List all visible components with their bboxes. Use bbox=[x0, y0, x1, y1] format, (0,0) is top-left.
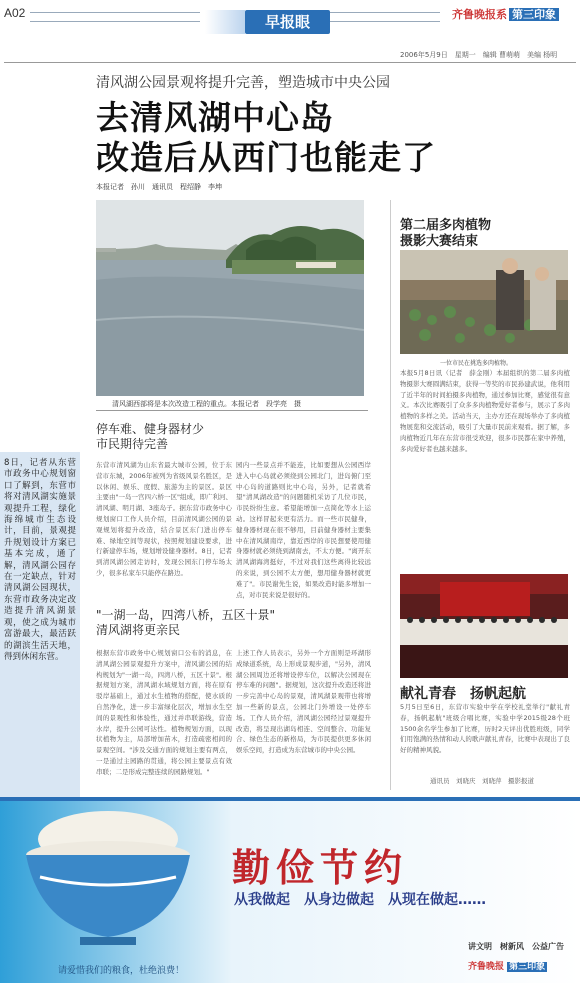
story2-byline: 通讯员 刘晓庆 刘晓萍 摄影报道 bbox=[430, 777, 534, 785]
section1-title-line-1: 停车难、健身器材少 bbox=[96, 422, 205, 436]
story2-title: 献礼青春 扬帆起航 bbox=[400, 686, 526, 702]
section1-title-line-2: 市民期待完善 bbox=[96, 437, 169, 451]
divider bbox=[96, 410, 368, 411]
section2-title-line-2: 清风湖将更亲民 bbox=[96, 623, 181, 637]
brand-logo: 齐鲁晚报系 第三印象 bbox=[452, 6, 559, 22]
section-tab-fade bbox=[205, 10, 245, 34]
header-rule-left bbox=[30, 12, 200, 22]
ad-title: 勤俭节约 bbox=[232, 845, 409, 890]
section1-body: 东营市清风湖为山东省最大城市公园，位于东营市东城，2006年被列为省级风景名胜区，是以休闲、娱乐、度假、旅游为主的景区。景区主要由"一岛一宫四六桥一区"组成，即广利河、清风湖、明月湖、3座岛子。据东营市政务中心规划窗口工作人员介绍，目前清风湖公园的景观规划将提升改造，结合景区东门进出停车难、绿地空间等现状，按照规划建设要求，进行新建停车场，规划增设健身器材。8日，记者到清风湖公园走访时，发现公园东门停车场太少，很多私家车只能停在路边。 bbox=[96, 461, 232, 577]
ad-caption: 请爱惜我们的粮食，杜绝浪费！ bbox=[58, 966, 185, 976]
headline-line-2: 改造后从西门也能走了 bbox=[96, 138, 436, 177]
section2-body-2: 上述工作人员表示，另外一个方面则是环湖形成绿道系统，岛上形成景观步道，"另外，清风湖公园周边还将增设停车位，以解决公园现在停车难的问题"。据规划，这次提升改造还将进一步完善中心岛的景观，清风湖景观带也将增加一些新的景点，公园北门外增设一处停车场。工作人员介绍，清风湖公园经过景观提升改造，将呈现出湖岛相连、空间整合、功能复合、绿色生态的新格局，为市民提供更多休闲娱乐空间，打造成为东营城市的中央公园。 bbox=[236, 649, 371, 755]
story2-body: 5月5日至6日，东营市实验中学在学校礼堂举行"献礼青春，扬帆起航"班级合唱比赛，实验中学2015级28个班1500余名学生参加了比赛，历时2天评出优胜班级，同学们用饱满的热情和动人的歌声献礼青春，比赛中表现出了良好的精神风貌。 bbox=[400, 703, 570, 755]
byline: 本报记者 孙川 通讯员 程绍静 李坤 bbox=[96, 183, 222, 191]
story1-body: 本报5月8日讯（记者 薛金刚）本届组织的第二届多肉植物摄影大赛圆满结束，获得一等奖的市民孙建武说，他利用了近半年的时间拍摄多肉植物，通过参加比赛，感觉很有意义。本次比赛吸引了众多多肉植物爱好者参与，展示了多肉植物的多样之美。活动当天，主办方还在现场举办了多肉植物展览和交流活动，吸引了大量市民前来观看。据了解，多肉植物近几年在东营市很受欢迎，很多市民都在家中养殖，多肉爱好者也越来越多。 bbox=[400, 369, 570, 453]
section2-title bbox=[96, 608, 275, 638]
section2-body: 根据东营市政务中心规划窗口公布的消息，在清风湖公园景观提升方案中，清风湖公园的结构规划为"一湖一岛，四湾八桥，五区十景"。根据规划方案，清风湖水域规划方面，将在原有驳岸基础上，通过水生植物的搭配，使水质的自然净化，进一步丰富绿化层次，增加水生空间的景观性和体验性，通过并串联游线，营造水岸，提升公园可达性。植物规划方面，以现状植物为主，局部增加苗木，打造疏密相间的景观空间。"涉及交通方面的规划主要有两点，一是通过主园路的贯通，将公园主要景点有效串联；二是形成完整连续的园路规划。" bbox=[96, 649, 232, 776]
ad-slogan: 从我做起 从身边做起 从现在做起…… bbox=[234, 892, 486, 908]
story1-title bbox=[400, 218, 491, 250]
section2-title-line-1: "一湖一岛，四湾八桥，五区十景" bbox=[96, 608, 276, 622]
subheadline: 清风湖公园景观将提升完善，塑造城市中央公园 bbox=[96, 75, 390, 91]
page-number: A02 bbox=[4, 6, 26, 20]
divider bbox=[4, 62, 576, 63]
section1-body-2: 园内一些景点并不能连，比如要想从公园西岸进入中心岛就必须绕到公园北门，进岛俯门至中心岛的道路则比中心岛，另外，记者就希望"清风湖改造"的问题随机采访了几位市民，市民纷纷生意。希望能增加一点简化等水上运动。这样冒起来更有活力。而一些市民健身，健身器材现在很不够用，目前健身器材主要集中在清风湖南岸，靠近西岸的市民想要使用健身器材就必须绕到湖南去，不太方便。"离开东清风湖海湾挺好，不过对我们这些离得比较远的来说，到公园不太方便，想用健身器材就更难了"。市民谢先生说，如果改造时能多增加一点，对市民来说是很好的。 bbox=[236, 461, 371, 599]
succulent-photo bbox=[400, 250, 568, 354]
headline bbox=[96, 98, 436, 178]
headline-line-1: 去清风湖中心岛 bbox=[96, 98, 334, 137]
choir-photo bbox=[400, 574, 568, 678]
intro-text: 8日，记者从东营市政务中心规划窗口了解到，东营市将对清风湖实施景观提升工程，绿化海绵城市生态设计，目前，景观提升规划设计方案已基本完成，通了解，清风湖公园存在一定缺点，针对清风湖公园现状，东营市政务决定改造提升清风湖景观，使之成为城市富游最大，最活跃的湖滨生活天地，得到休闲东营。 bbox=[4, 458, 76, 662]
story1-caption: 一位市民在挑选多肉植物。 bbox=[440, 360, 513, 367]
ad-tagline: 讲文明 树新风 公益广告 bbox=[468, 942, 564, 951]
dateline: 2006年5月9日 星期一 编辑 曹萌萌 美编 杨明 bbox=[400, 51, 558, 59]
section1-title bbox=[96, 422, 204, 452]
story1-title-line-1: 第二届多肉植物 bbox=[400, 218, 492, 233]
column-divider bbox=[390, 200, 391, 790]
section-tab: 早报眼 bbox=[245, 10, 330, 34]
photo-caption: 清风湖西部将是本次改造工程的重点。本报记者 段学亮 摄 bbox=[112, 400, 301, 408]
lake-photo bbox=[96, 200, 364, 396]
ad-brand-logo: 齐鲁晚报 第三印象 bbox=[468, 962, 546, 972]
story1-title-line-2: 摄影大赛结束 bbox=[400, 234, 479, 249]
public-service-ad bbox=[0, 797, 580, 983]
